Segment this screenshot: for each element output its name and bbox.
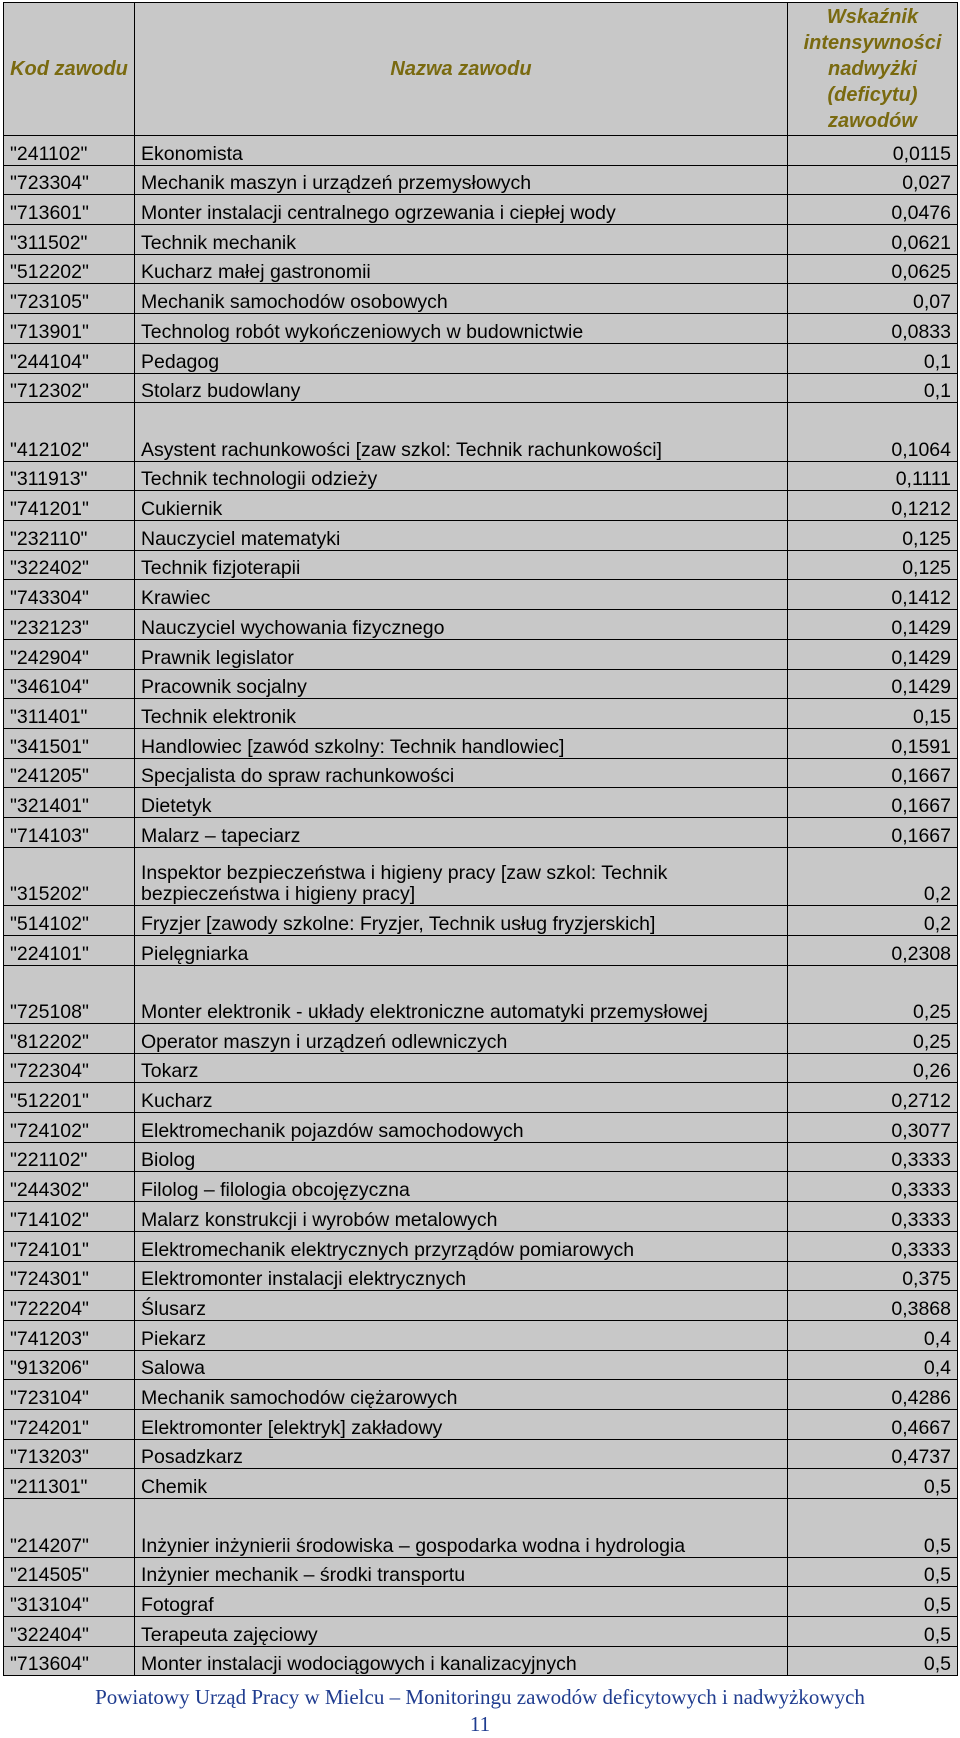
occupation-name-cell: Elektromechanik elektrycznych przyrządów pomiarowych — [135, 1231, 788, 1261]
occupation-name-cell: Monter instalacji wodociągowych i kanalizacyjnych — [135, 1646, 788, 1676]
occupations-table — [3, 2, 958, 1676]
occupation-name-cell: Nauczyciel wychowania fizycznego — [135, 610, 788, 640]
occupation-code-cell: "514102" — [4, 906, 135, 936]
indicator-value-cell: 0,0625 — [788, 254, 958, 284]
occupation-code-cell: "244302" — [4, 1172, 135, 1202]
occupation-code-cell: "321401" — [4, 788, 135, 818]
indicator-value-cell: 0,4667 — [788, 1409, 958, 1439]
occupation-code-cell: "741203" — [4, 1320, 135, 1350]
occupation-name-cell: Krawiec — [135, 580, 788, 610]
occupation-name-cell: Handlowiec [zawód szkolny: Technik handlowiec] — [135, 728, 788, 758]
occupation-code-cell: "512201" — [4, 1083, 135, 1113]
occupation-name-cell: Dietetyk — [135, 788, 788, 818]
occupation-name-cell: Kucharz małej gastronomii — [135, 254, 788, 284]
occupation-name-cell: Inżynier mechanik – środki transportu — [135, 1557, 788, 1587]
occupation-code-cell: "242904" — [4, 639, 135, 669]
indicator-value-cell: 0,1111 — [788, 461, 958, 491]
occupation-code-cell: "221102" — [4, 1142, 135, 1172]
occupation-code-cell: "311913" — [4, 461, 135, 491]
occupation-code-cell: "723105" — [4, 284, 135, 314]
table-row — [4, 373, 958, 403]
indicator-value-cell: 0,2712 — [788, 1083, 958, 1113]
occupation-name-cell: Posadzkarz — [135, 1439, 788, 1469]
indicator-value-cell: 0,1212 — [788, 491, 958, 521]
indicator-value-cell: 0,07 — [788, 284, 958, 314]
occupation-name-cell: Ślusarz — [135, 1291, 788, 1321]
indicator-value-cell: 0,5 — [788, 1616, 958, 1646]
occupation-code-cell: "724101" — [4, 1231, 135, 1261]
table-row — [4, 1113, 958, 1143]
occupation-name-cell: Elektromonter instalacji elektrycznych — [135, 1261, 788, 1291]
occupation-code-cell: "322404" — [4, 1616, 135, 1646]
table-row — [4, 1469, 958, 1499]
table-row — [4, 1557, 958, 1587]
page-number: 11 — [469, 1712, 491, 1736]
table-row — [4, 1380, 958, 1410]
occupation-name-cell: Mechanik samochodów ciężarowych — [135, 1380, 788, 1410]
indicator-value-cell: 0,25 — [788, 1024, 958, 1054]
indicator-value-cell: 0,1667 — [788, 788, 958, 818]
occupation-code-cell: "724102" — [4, 1113, 135, 1143]
indicator-value-cell: 0,1064 — [788, 403, 958, 462]
table-row — [4, 491, 958, 521]
occupation-code-cell: "722204" — [4, 1291, 135, 1321]
occupation-name-cell: Monter instalacji centralnego ogrzewania i ciepłej wody — [135, 195, 788, 225]
occupation-name-cell: Technik technologii odzieży — [135, 461, 788, 491]
occupation-name-cell: Piekarz — [135, 1320, 788, 1350]
occupation-name-cell: Fotograf — [135, 1587, 788, 1617]
indicator-value-cell: 0,4 — [788, 1320, 958, 1350]
occupation-name-cell: Prawnik legislator — [135, 639, 788, 669]
occupation-name-cell: Kucharz — [135, 1083, 788, 1113]
table-row — [4, 906, 958, 936]
indicator-value-cell: 0,0476 — [788, 195, 958, 225]
table-row — [4, 847, 958, 906]
indicator-value-cell: 0,1429 — [788, 669, 958, 699]
occupation-code-cell: "714103" — [4, 817, 135, 847]
occupation-name-cell: Technik elektronik — [135, 699, 788, 729]
table-row — [4, 254, 958, 284]
occupation-name-cell: Technik fizjoterapii — [135, 550, 788, 580]
occupation-code-cell: "241205" — [4, 758, 135, 788]
header-indicator: Wskaźnik intensywności nadwyżki (deficytu) zawodów — [788, 3, 958, 136]
occupation-name-cell: Elektromechanik pojazdów samochodowych — [135, 1113, 788, 1143]
occupation-code-cell: "224101" — [4, 935, 135, 965]
occupation-code-cell: "315202" — [4, 847, 135, 906]
indicator-value-cell: 0,4286 — [788, 1380, 958, 1410]
table-row — [4, 461, 958, 491]
table-row — [4, 521, 958, 551]
table-row — [4, 314, 958, 344]
footer-text: Powiatowy Urząd Pracy w Mielcu – Monitoringu zawodów deficytowych i nadwyżkowych — [95, 1685, 865, 1709]
occupation-code-cell: "211301" — [4, 1469, 135, 1499]
indicator-value-cell: 0,3333 — [788, 1202, 958, 1232]
occupation-name-cell: Asystent rachunkowości [zaw szkol: Technik rachunkowości] — [135, 403, 788, 462]
indicator-value-cell: 0,2 — [788, 906, 958, 936]
occupation-code-cell: "311502" — [4, 225, 135, 255]
table-row — [4, 1350, 958, 1380]
table-row — [4, 699, 958, 729]
indicator-value-cell: 0,25 — [788, 965, 958, 1024]
table-row — [4, 165, 958, 195]
indicator-value-cell: 0,3333 — [788, 1142, 958, 1172]
occupation-code-cell: "722304" — [4, 1053, 135, 1083]
indicator-value-cell: 0,0833 — [788, 314, 958, 344]
occupation-code-cell: "313104" — [4, 1587, 135, 1617]
indicator-value-cell: 0,15 — [788, 699, 958, 729]
occupation-code-cell: "812202" — [4, 1024, 135, 1054]
occupation-name-cell: Cukiernik — [135, 491, 788, 521]
occupation-name-cell: Elektromonter [elektryk] zakładowy — [135, 1409, 788, 1439]
indicator-value-cell: 0,1667 — [788, 758, 958, 788]
table-header-row — [4, 3, 958, 136]
occupation-code-cell: "322402" — [4, 550, 135, 580]
table-row — [4, 136, 958, 166]
occupation-code-cell: "244104" — [4, 343, 135, 373]
occupation-code-cell: "241102" — [4, 136, 135, 166]
table-row — [4, 728, 958, 758]
occupation-code-cell: "214207" — [4, 1499, 135, 1558]
occupation-name-cell: Salowa — [135, 1350, 788, 1380]
table-row — [4, 1083, 958, 1113]
table-row — [4, 1409, 958, 1439]
table-row — [4, 343, 958, 373]
occupation-name-cell: Pielęgniarka — [135, 935, 788, 965]
occupation-name-cell: Mechanik maszyn i urządzeń przemysłowych — [135, 165, 788, 195]
table-row — [4, 788, 958, 818]
indicator-value-cell: 0,5 — [788, 1557, 958, 1587]
indicator-value-cell: 0,3868 — [788, 1291, 958, 1321]
table-row — [4, 195, 958, 225]
table-row — [4, 1646, 958, 1676]
occupation-name-cell: Tokarz — [135, 1053, 788, 1083]
table-row — [4, 1499, 958, 1558]
indicator-value-cell: 0,5 — [788, 1499, 958, 1558]
occupation-code-cell: "232110" — [4, 521, 135, 551]
indicator-value-cell: 0,125 — [788, 550, 958, 580]
table-row — [4, 669, 958, 699]
occupation-name-cell: Operator maszyn i urządzeń odlewniczych — [135, 1024, 788, 1054]
occupation-code-cell: "713203" — [4, 1439, 135, 1469]
occupation-name-cell: Stolarz budowlany — [135, 373, 788, 403]
table-row — [4, 550, 958, 580]
table-row — [4, 1320, 958, 1350]
occupation-name-cell: Mechanik samochodów osobowych — [135, 284, 788, 314]
occupation-name-cell: Chemik — [135, 1469, 788, 1499]
indicator-value-cell: 0,26 — [788, 1053, 958, 1083]
occupation-name-cell: Technik mechanik — [135, 225, 788, 255]
indicator-value-cell: 0,1429 — [788, 610, 958, 640]
occupation-code-cell: "311401" — [4, 699, 135, 729]
table-row — [4, 1616, 958, 1646]
occupation-name-cell: Pracownik socjalny — [135, 669, 788, 699]
table-row — [4, 1053, 958, 1083]
occupation-code-cell: "723104" — [4, 1380, 135, 1410]
table-row — [4, 1439, 958, 1469]
table-row — [4, 1172, 958, 1202]
indicator-value-cell: 0,027 — [788, 165, 958, 195]
occupation-code-cell: "712302" — [4, 373, 135, 403]
occupation-code-cell: "725108" — [4, 965, 135, 1024]
occupation-name-cell: Specjalista do spraw rachunkowości — [135, 758, 788, 788]
table-row — [4, 1231, 958, 1261]
occupation-name-cell: Filolog – filologia obcojęzyczna — [135, 1172, 788, 1202]
table-row — [4, 1142, 958, 1172]
occupation-name-cell: Pedagog — [135, 343, 788, 373]
indicator-value-cell: 0,3333 — [788, 1172, 958, 1202]
occupation-code-cell: "232123" — [4, 610, 135, 640]
occupation-name-cell: Monter elektronik - układy elektroniczne automatyki przemysłowej — [135, 965, 788, 1024]
indicator-value-cell: 0,3333 — [788, 1231, 958, 1261]
occupation-code-cell: "723304" — [4, 165, 135, 195]
indicator-value-cell: 0,1 — [788, 373, 958, 403]
occupation-code-cell: "913206" — [4, 1350, 135, 1380]
occupation-name-cell: Nauczyciel matematyki — [135, 521, 788, 551]
occupation-code-cell: "713601" — [4, 195, 135, 225]
table-row — [4, 580, 958, 610]
indicator-value-cell: 0,5 — [788, 1587, 958, 1617]
indicator-value-cell: 0,5 — [788, 1469, 958, 1499]
occupation-name-cell: Fryzjer [zawody szkolne: Fryzjer, Technik usług fryzjerskich] — [135, 906, 788, 936]
table-row — [4, 1261, 958, 1291]
indicator-value-cell: 0,0621 — [788, 225, 958, 255]
occupation-name-cell: Biolog — [135, 1142, 788, 1172]
occupation-name-cell: Technolog robót wykończeniowych w budownictwie — [135, 314, 788, 344]
indicator-value-cell: 0,3077 — [788, 1113, 958, 1143]
occupation-code-cell: "341501" — [4, 728, 135, 758]
table-row — [4, 1024, 958, 1054]
occupation-code-cell: "713901" — [4, 314, 135, 344]
table-row — [4, 610, 958, 640]
table-row — [4, 1202, 958, 1232]
table-row — [4, 1291, 958, 1321]
header-name: Nazwa zawodu — [135, 3, 788, 136]
occupation-code-cell: "346104" — [4, 669, 135, 699]
table-row — [4, 817, 958, 847]
indicator-value-cell: 0,0115 — [788, 136, 958, 166]
table-row — [4, 225, 958, 255]
occupation-name-cell: Malarz – tapeciarz — [135, 817, 788, 847]
table-row — [4, 639, 958, 669]
occupation-name-cell: Inżynier inżynierii środowiska – gospodarka wodna i hydrologia — [135, 1499, 788, 1558]
indicator-value-cell: 0,1591 — [788, 728, 958, 758]
occupation-code-cell: "713604" — [4, 1646, 135, 1676]
occupation-code-cell: "412102" — [4, 403, 135, 462]
indicator-value-cell: 0,5 — [788, 1646, 958, 1676]
occupation-code-cell: "214505" — [4, 1557, 135, 1587]
header-code: Kod zawodu — [4, 3, 135, 136]
indicator-value-cell: 0,1 — [788, 343, 958, 373]
indicator-value-cell: 0,1667 — [788, 817, 958, 847]
occupation-name-cell: Ekonomista — [135, 136, 788, 166]
table-row — [4, 758, 958, 788]
occupation-code-cell: "724201" — [4, 1409, 135, 1439]
indicator-value-cell: 0,4737 — [788, 1439, 958, 1469]
table-row — [4, 284, 958, 314]
occupation-code-cell: "741201" — [4, 491, 135, 521]
occupation-name-cell: Terapeuta zajęciowy — [135, 1616, 788, 1646]
indicator-value-cell: 0,125 — [788, 521, 958, 551]
table-row — [4, 1587, 958, 1617]
indicator-value-cell: 0,1429 — [788, 639, 958, 669]
table-row — [4, 935, 958, 965]
occupation-code-cell: "743304" — [4, 580, 135, 610]
table-row — [4, 403, 958, 462]
indicator-value-cell: 0,375 — [788, 1261, 958, 1291]
occupation-code-cell: "724301" — [4, 1261, 135, 1291]
indicator-value-cell: 0,1412 — [788, 580, 958, 610]
table-row — [4, 965, 958, 1024]
indicator-value-cell: 0,2308 — [788, 935, 958, 965]
occupation-name-cell: Inspektor bezpieczeństwa i higieny pracy [zaw szkol: Technik bezpieczeństwa i higieny pracy] — [135, 847, 788, 906]
table-body — [4, 136, 958, 1676]
indicator-value-cell: 0,4 — [788, 1350, 958, 1380]
indicator-value-cell: 0,2 — [788, 847, 958, 906]
occupation-code-cell: "512202" — [4, 254, 135, 284]
occupation-code-cell: "714102" — [4, 1202, 135, 1232]
occupation-name-cell: Malarz konstrukcji i wyrobów metalowych — [135, 1202, 788, 1232]
